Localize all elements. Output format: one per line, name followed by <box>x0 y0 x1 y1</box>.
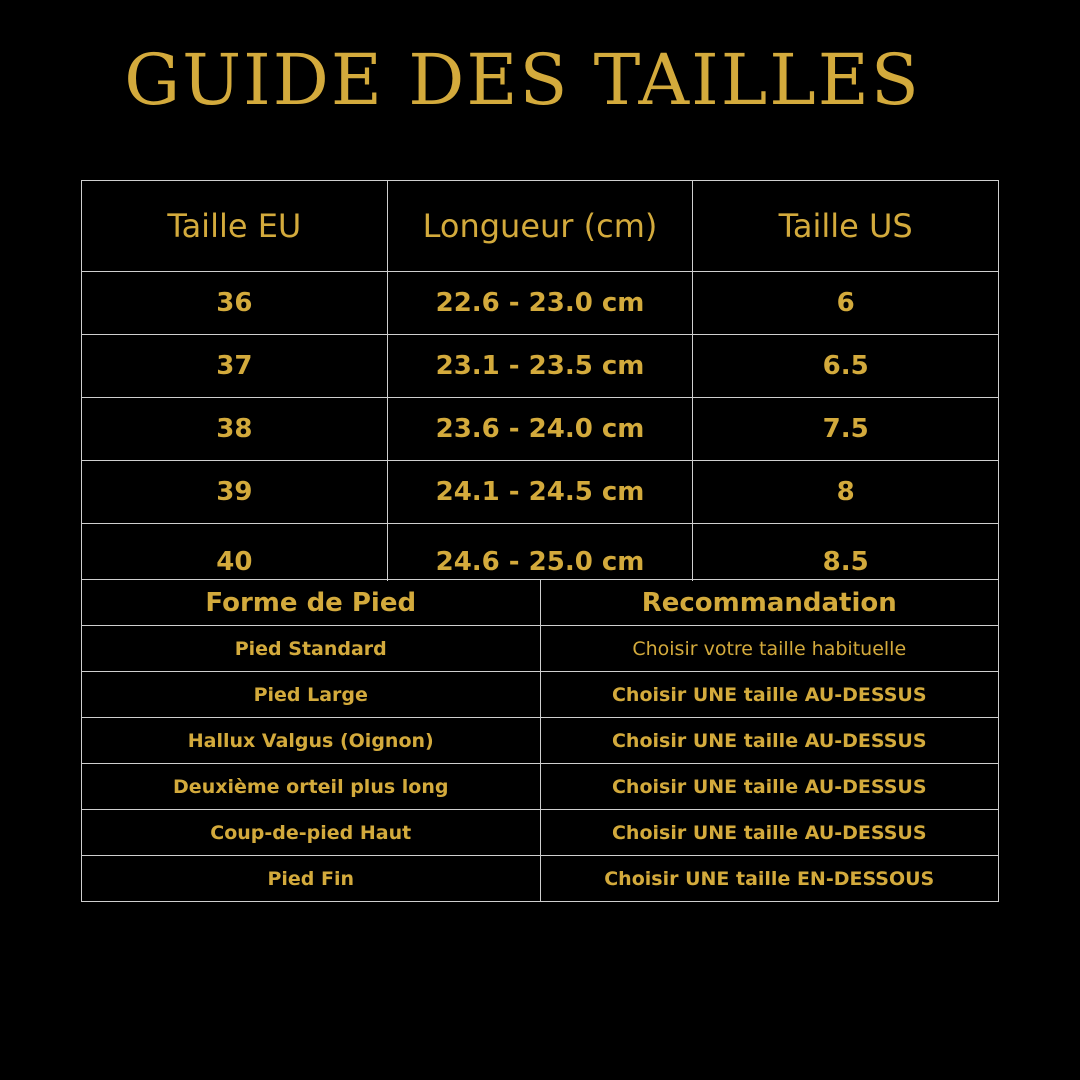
column-header-foot-shape: Forme de Pied <box>82 580 541 626</box>
us-size-cell: 7.5 <box>693 398 999 461</box>
table-row <box>82 461 999 524</box>
length-cell: 22.6 - 23.0 cm <box>387 272 693 335</box>
table-row <box>82 626 999 672</box>
us-size-cell: 8.5 <box>693 524 999 581</box>
length-cell: 24.6 - 25.0 cm <box>387 524 693 581</box>
table-row <box>82 524 999 581</box>
us-size-cell: 6.5 <box>693 335 999 398</box>
eu-size-cell: 37 <box>82 335 388 398</box>
size-table-header-row <box>82 181 999 272</box>
foot-shape-table <box>81 579 999 902</box>
table-row <box>82 718 999 764</box>
size-table <box>81 180 999 581</box>
length-cell: 23.1 - 23.5 cm <box>387 335 693 398</box>
recommendation-cell: Choisir UNE taille AU-DESSUS <box>540 764 999 810</box>
eu-size-cell: 38 <box>82 398 388 461</box>
table-row <box>82 272 999 335</box>
recommendation-cell: Choisir UNE taille AU-DESSUS <box>540 810 999 856</box>
table-row <box>82 764 999 810</box>
eu-size-cell: 39 <box>82 461 388 524</box>
table-row <box>82 856 999 902</box>
recommendation-cell: Choisir UNE taille AU-DESSUS <box>540 672 999 718</box>
column-header-length: Longueur (cm) <box>387 181 693 272</box>
foot-shape-cell: Pied Large <box>82 672 541 718</box>
recommendation-cell: Choisir UNE taille EN-DESSOUS <box>540 856 999 902</box>
column-header-us-size: Taille US <box>693 181 999 272</box>
foot-shape-cell: Coup-de-pied Haut <box>82 810 541 856</box>
foot-shape-cell: Pied Standard <box>82 626 541 672</box>
table-row <box>82 335 999 398</box>
recommendation-cell: Choisir votre taille habituelle <box>540 626 999 672</box>
page-title: GUIDE DES TAILLES <box>124 39 921 121</box>
table-row <box>82 672 999 718</box>
length-cell: 24.1 - 24.5 cm <box>387 461 693 524</box>
column-header-recommendation: Recommandation <box>540 580 999 626</box>
foot-shape-cell: Hallux Valgus (Oignon) <box>82 718 541 764</box>
table-row <box>82 810 999 856</box>
foot-shape-cell: Pied Fin <box>82 856 541 902</box>
eu-size-cell: 36 <box>82 272 388 335</box>
foot-shape-cell: Deuxième orteil plus long <box>82 764 541 810</box>
table-row <box>82 398 999 461</box>
us-size-cell: 8 <box>693 461 999 524</box>
column-header-eu-size: Taille EU <box>82 181 388 272</box>
recommendation-cell: Choisir UNE taille AU-DESSUS <box>540 718 999 764</box>
eu-size-cell: 40 <box>82 524 388 581</box>
us-size-cell: 6 <box>693 272 999 335</box>
foot-shape-header-row <box>82 580 999 626</box>
length-cell: 23.6 - 24.0 cm <box>387 398 693 461</box>
